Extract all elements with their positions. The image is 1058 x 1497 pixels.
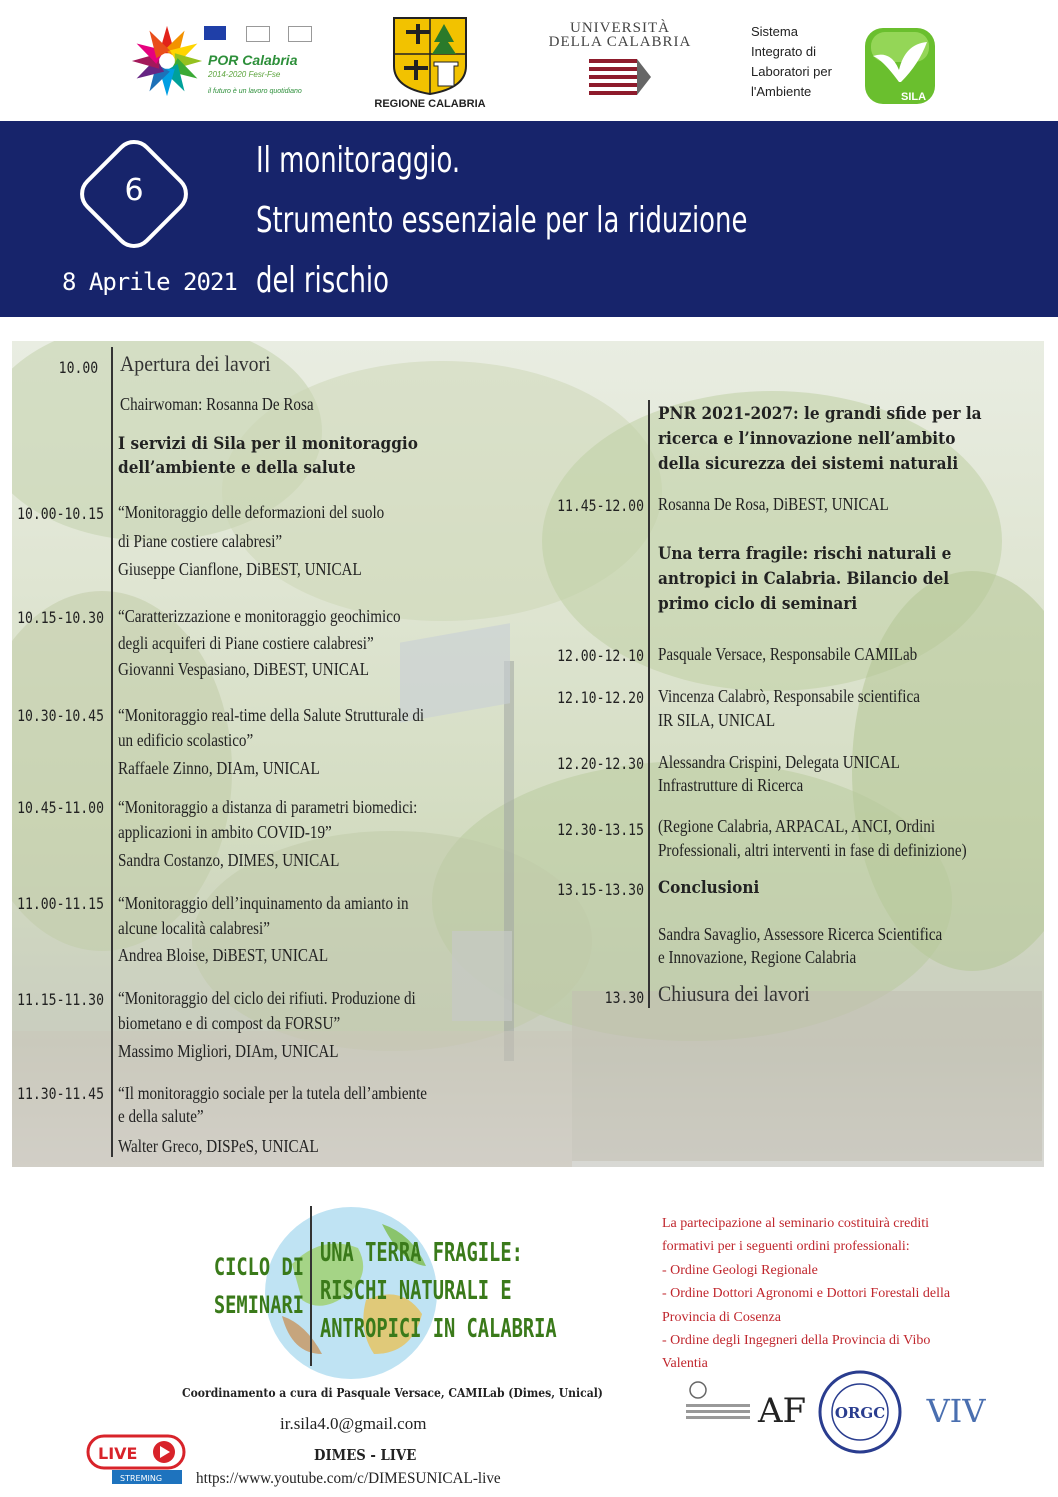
ciclo-line-2: SEMINARI <box>213 1291 304 1319</box>
title-line-1: Il monitoraggio. <box>256 140 461 181</box>
program-speaker: Walter Greco, DISPeS, UNICAL <box>118 1136 319 1156</box>
program-line: Chairwoman: Rosanna De Rosa <box>120 394 314 414</box>
program-speaker: Giovanni Vespasiano, DiBEST, UNICAL <box>118 659 370 679</box>
program-line: “Monitoraggio dell’inquinamento da amianto in <box>118 893 409 913</box>
program-time: 11.30-11.45 <box>17 1084 104 1103</box>
unical-emblem-icon <box>589 59 651 97</box>
live-label: LIVE <box>98 1444 138 1463</box>
program-time: 11.00-11.15 <box>17 894 104 913</box>
program-speaker: Vincenza Calabrò, Responsabile scientifica <box>658 686 920 706</box>
contact-email[interactable]: ir.sila4.0@gmail.com <box>280 1414 427 1433</box>
viv-mark: VIV <box>926 1392 986 1430</box>
program-time: 10.30-10.45 <box>17 706 104 725</box>
por-tagline: il futuro è un lavoro quotidiano <box>208 88 302 95</box>
program-line: e Innovazione, Regione Calabria <box>658 947 857 967</box>
regione-calabria-logo <box>370 14 490 114</box>
live-streaming-badge[interactable] <box>86 1432 190 1486</box>
terra-line-3: ANTROPICI IN CALABRIA <box>320 1314 557 1344</box>
credits-line: Provincia di Cosenza <box>662 1309 781 1325</box>
program-time: 12.30-13.15 <box>557 820 644 839</box>
program-line: Una terra fragile: rischi naturali e <box>658 544 952 564</box>
program-time: 10.00 <box>58 358 98 377</box>
program-speaker: Giuseppe Cianflone, DiBEST, UNICAL <box>118 559 362 579</box>
sila-logo <box>745 18 945 112</box>
italy-emblem-icon <box>246 26 270 42</box>
sila-line-1: Sistema <box>751 24 798 39</box>
calabria-emblem-icon <box>288 26 312 42</box>
credits-line: - Ordine Geologi Regionale <box>662 1262 818 1278</box>
terra-line-1: UNA TERRA FRAGILE: <box>320 1238 523 1268</box>
right-program-rule <box>648 400 650 1008</box>
unical-line2: DELLA CALABRIA <box>548 34 692 50</box>
agronomi-seal-icon <box>686 1378 806 1444</box>
por-title: POR Calabria <box>208 52 298 68</box>
ciclo-line-1: CICLO DI <box>213 1253 304 1281</box>
left-program-rule <box>111 347 113 1157</box>
program-time: 11.45-12.00 <box>557 496 644 515</box>
program-line: applicazioni in ambito COVID-19” <box>118 822 332 842</box>
program-line: biometano e di compost da FORSU” <box>118 1013 341 1033</box>
program-time: 12.10-12.20 <box>557 688 644 707</box>
program-speaker: Rosanna De Rosa, DiBEST, UNICAL <box>658 494 889 514</box>
program-time: 12.00-12.10 <box>557 646 644 665</box>
program-line: “Caratterizzazione e monitoraggio geochimico <box>118 606 401 626</box>
sila-icon-label: SILA <box>901 91 927 103</box>
credits-line: formativi per i seguenti ordini professionali: <box>662 1239 910 1255</box>
program-time: 10.45-11.00 <box>17 798 104 817</box>
regional-coat-of-arms-icon <box>370 14 490 96</box>
program-line: della sicurezza dei sistemi naturali <box>658 454 959 474</box>
terra-line-2: RISCHI NATURALI E <box>320 1276 512 1306</box>
unical-logo <box>540 20 700 110</box>
flower-logo-icon <box>128 22 206 100</box>
program-time: 11.15-11.30 <box>17 990 104 1009</box>
por-calabria-logo <box>128 18 318 110</box>
unical-line1: UNIVERSITÀ <box>570 20 670 36</box>
program-line: Professionali, altri interventi in fase di definizione) <box>658 840 967 860</box>
por-subtitle: 2014-2020 Fesr-Fse <box>208 70 281 79</box>
program-line: antropici in Calabria. Bilancio del <box>658 569 950 589</box>
program-time: 13.15-13.30 <box>557 880 644 899</box>
program-line: un edificio scolastico” <box>118 730 254 750</box>
program-time: 12.20-12.30 <box>557 754 644 773</box>
sila-line-4: l'Ambiente <box>751 84 812 99</box>
sila-line-2: Integrato di <box>751 44 817 59</box>
orgc-seal-icon <box>818 1370 902 1454</box>
credits-notice <box>662 1212 992 1376</box>
af-mark: AF <box>758 1391 806 1431</box>
program-speaker: Sandra Savaglio, Assessore Ricerca Scientifica <box>658 924 943 944</box>
program-line: (Regione Calabria, ARPACAL, ANCI, Ordini <box>658 816 936 836</box>
program-time: 13.30 <box>604 988 644 1007</box>
program-line: “Monitoraggio real-time della Salute Strutturale di <box>118 705 425 725</box>
program-line: dell’ambiente e della salute <box>118 458 356 478</box>
program-line: ricerca e l’innovazione nell’ambito <box>658 429 956 449</box>
credits-line: Valentia <box>662 1356 708 1372</box>
dimes-live-label: DIMES - LIVE <box>314 1446 417 1464</box>
live-sub-label: STREMING <box>120 1474 163 1483</box>
program-line: Apertura dei lavori <box>120 351 271 376</box>
sila-text <box>751 22 832 102</box>
sila-line-3: Laboratori per <box>751 64 832 79</box>
eu-flag-icon <box>204 26 226 40</box>
program-line: I servizi di Sila per il monitoraggio <box>118 434 418 454</box>
program-line: degli acquiferi di Piane costiere calabresi” <box>118 633 374 653</box>
seminar-series-title <box>320 1234 557 1348</box>
program-line: primo ciclo di seminari <box>658 594 858 614</box>
credits-line: - Ordine degli Ingegneri della Provincia di Vibo <box>662 1333 931 1349</box>
event-date: 8 Aprile 2021 <box>62 268 237 296</box>
program-line: “Monitoraggio del ciclo dei rifiuti. Produzione di <box>118 988 416 1008</box>
credits-line: La partecipazione al seminario costituirà crediti <box>662 1216 930 1231</box>
youtube-link[interactable]: https://www.youtube.com/c/DIMESUNICAL-live <box>196 1470 501 1487</box>
orgc-mark: ORGC <box>834 1404 886 1422</box>
program-speaker: Massimo Migliori, DIAm, UNICAL <box>118 1041 339 1061</box>
program-line: Chiusura dei lavori <box>658 981 810 1006</box>
coordination-note: Coordinamento a cura di Pasquale Versace, CAMILab (Dimes, Unical) <box>182 1386 603 1400</box>
program-line: IR SILA, UNICAL <box>658 710 776 730</box>
program-line: Infrastrutture di Ricerca <box>658 775 804 795</box>
credits-line: - Ordine Dottori Agronomi e Dottori Forestali della <box>662 1286 951 1302</box>
regione-label: REGIONE CALABRIA <box>374 98 486 110</box>
program-time: 10.15-10.30 <box>17 608 104 627</box>
program-line: “Monitoraggio a distanza di parametri biomedici: <box>118 797 418 817</box>
ingegneri-vv-logo-icon <box>926 1382 986 1432</box>
bottom-divider <box>310 1206 312 1366</box>
program-speaker: Pasquale Versace, Responsabile CAMILab <box>658 644 918 664</box>
program-line: e della salute” <box>118 1106 204 1126</box>
program-line: PNR 2021-2027: le grandi sfide per la <box>658 404 982 424</box>
program-speaker: Andrea Bloise, DiBEST, UNICAL <box>118 945 329 965</box>
program-speaker: Sandra Costanzo, DIMES, UNICAL <box>118 850 340 870</box>
program-line: “Monitoraggio delle deformazioni del suolo <box>118 502 385 522</box>
seminar-cycle-label <box>199 1248 304 1324</box>
program-line: Conclusioni <box>658 878 760 898</box>
program-line: di Piane costiere calabresi” <box>118 531 283 551</box>
title-line-3: del rischio <box>256 260 389 301</box>
program-line: alcune località calabresi” <box>118 918 270 938</box>
program-speaker: Alessandra Crispini, Delegata UNICAL <box>658 752 900 772</box>
title-line-2: Strumento essenziale per la riduzione <box>256 200 748 241</box>
program-time: 10.00-10.15 <box>17 504 104 523</box>
program-line: “Il monitoraggio sociale per la tutela dell’ambiente <box>118 1083 428 1103</box>
session-number: 6 <box>124 173 144 208</box>
sila-leaf-icon <box>861 20 939 108</box>
program-speaker: Raffaele Zinno, DIAm, UNICAL <box>118 758 320 778</box>
